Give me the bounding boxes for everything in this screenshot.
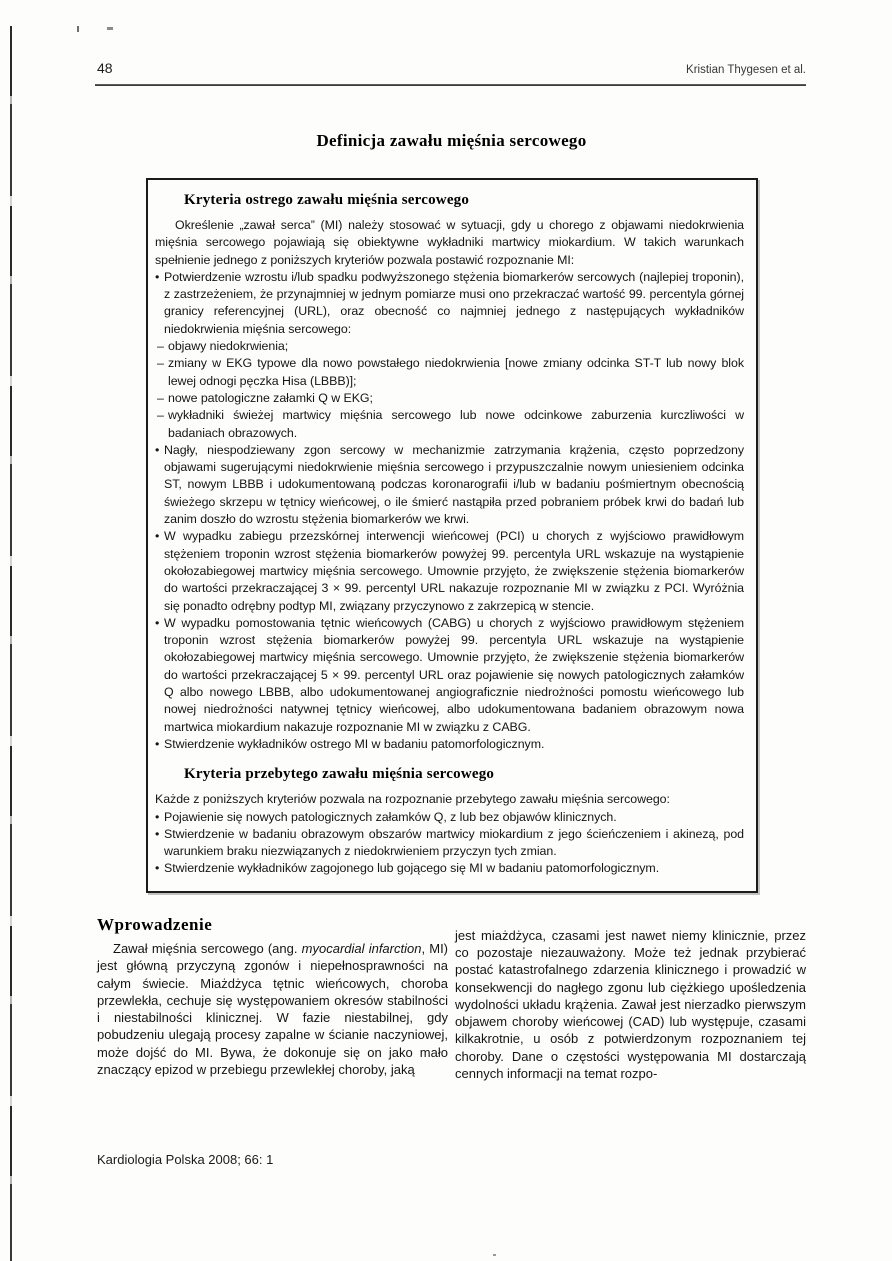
bullet-marker: •	[155, 269, 160, 284]
acute-criteria-intro: Określenie „zawał serca” (MI) należy stosować w sytuacji, gdy u chorego z objawami niedokrwienia mięśnia sercowego pojawiają się obiektywne wykładniki martwicy miokardium. W takich warunkach spełnienie jednego z poniższych kryteriów pozwala postawić rozpoznanie MI:	[155, 218, 744, 267]
prior-criteria-intro: Każde z poniższych kryteriów pozwala na rozpoznanie przebytego zawału mięśnia sercowego:	[155, 792, 670, 807]
bullet-text: Pojawienie się nowych patologicznych załamków Q, z lub bez objawów klinicznych.	[164, 809, 617, 824]
bullet-marker: •	[155, 615, 160, 630]
bullet-item	[155, 826, 744, 861]
page-content	[97, 0, 806, 1082]
subitem-text: nowe patologiczne załamki Q w EKG;	[168, 390, 373, 405]
page-title: Definicja zawału mięśnia sercowego	[316, 131, 587, 150]
criteria-box	[146, 178, 758, 893]
dash-marker: –	[157, 356, 164, 371]
bullet-item	[155, 528, 744, 614]
page-header	[97, 60, 806, 76]
bullet-text: Potwierdzenie wzrostu i/lub spadku podwyższonego stężenia biomarkerów sercowych (najlepiej troponin), z zastrzeżeniem, że przynajmniej w jednym pomiarze musi ono przekraczać wartość 99. percentyla górnej granicy referencyjnej (URL), oraz obecność co najmniej jednego z następujących wykładników niedokrwienia mięśnia sercowego:	[164, 269, 744, 336]
bullet-marker: •	[155, 861, 160, 876]
bullet-marker: •	[155, 442, 160, 457]
bullet-marker: •	[155, 736, 160, 751]
journal-footer: Kardiologia Polska 2008; 66: 1	[97, 1152, 274, 1167]
introduction-paragraph-right: jest miażdżyca, czasami jest nawet niemy klinicznie, przez co pozostaje niezauważony. Może też jednak przybierać postać katastrofalnego zdarzenia klinicznego i prowadzić w konsekwencji do nagłego zgonu lub ciężkiego upośledzenia wydolności układu krążenia. Zawał jest nierzadko pierwszym objawem choroby wieńcowej (CAD) lub występuje, czasami kilkakrotnie, u osób z potwierdzonym rozpoznaniem tej choroby. Dane o częstości występowania MI dostarczają cennych informacji na temat rozpo-	[455, 927, 806, 1082]
bullet-text: Stwierdzenie wykładników ostrego MI w badaniu patomorfologicznym.	[164, 736, 545, 751]
dash-subitem	[157, 390, 744, 407]
bullet-marker: •	[155, 529, 160, 544]
running-head: Kristian Thygesen et al.	[686, 64, 806, 76]
dash-marker: –	[157, 408, 164, 423]
bullet-text: Stwierdzenie w badaniu obrazowym obszarów martwicy miokardium z jego ścieńczeniem i akinezą, pod warunkiem braku niezwiązanych z niedokrwieniem przyczyn tych zmian.	[164, 826, 744, 859]
scan-speck	[493, 1254, 496, 1256]
bullet-item	[155, 809, 744, 826]
dash-subitem	[157, 355, 744, 390]
scan-speck	[77, 26, 79, 32]
bullet-item	[155, 860, 744, 877]
subitem-text: zmiany w EKG typowe dla nowo powstałego niedokrwienia [nowe zmiany odcinka ST-T lub nowy blok lewej odnogi pęczka Hisa (LBBB)];	[168, 356, 744, 388]
bullet-text: W wypadku pomostowania tętnic wieńcowych (CABG) u chorych z wyjściowo prawidłowym stężeniem troponin wzrost stężenia biomarkerów powyżej 99. percentyla URL wskazuje na wystąpienie okołozabiegowej martwicy mięśnia sercowego. Umownie przyjęto, że zwiększenie stężenia biomarkerów do wartości przekraczającej 5 × 99. percentyl URL oraz pojawienie się nowych patologicznych załamków Q albo nowego LBBB, albo udokumentowanej angiograficznie niedrożności pomostu wieńcowego lub nowej niedrożności natywnej tętnicy wieńcowej, albo udokumentowana badaniem obrazowym nowa martwica miokardium nakazuje rozpoznanie MI w związku z CABG.	[164, 615, 744, 734]
bullet-item	[155, 269, 744, 338]
scan-edge-line	[10, 26, 12, 1261]
subitem-text: wykładniki świeżej martwicy mięśnia sercowego lub nowe odcinkowe zaburzenia kurczliwości w badaniach obrazowych.	[168, 408, 744, 440]
bullet-item	[155, 736, 744, 753]
page-number: 48	[97, 60, 113, 76]
introduction-column-left	[97, 916, 448, 1083]
intro-left-italic-term: myocardial infarction	[301, 940, 422, 956]
dash-subitem	[157, 338, 744, 355]
bullet-marker: •	[155, 809, 160, 824]
bullet-item	[155, 442, 744, 528]
bullet-item	[155, 615, 744, 736]
acute-criteria-heading: Kryteria ostrego zawału mięśnia sercowego	[184, 192, 470, 208]
introduction-heading: Wprowadzenie	[97, 914, 213, 934]
prior-criteria-heading: Kryteria przebytego zawału mięśnia sercowego	[184, 766, 495, 783]
dash-marker: –	[157, 390, 164, 405]
introduction-section	[97, 916, 806, 1083]
bullet-text: Stwierdzenie wykładników zagojonego lub gojącego się MI w badaniu patomorfologicznym.	[164, 861, 660, 876]
intro-left-part1: Zawał mięśnia sercowego (ang.	[113, 940, 302, 956]
dash-subitem	[157, 407, 744, 442]
introduction-paragraph-left	[97, 940, 448, 1078]
subitem-text: objawy niedokrwienia;	[168, 339, 289, 354]
header-rule	[95, 84, 806, 86]
introduction-column-right	[455, 916, 806, 1083]
bullet-marker: •	[155, 826, 160, 841]
intro-left-part2: , MI) jest główną przyczyną zgonów i niepełnosprawności na całym świecie. Miażdżyca tętnic wieńcowych, choroba przewlekła, cechuje się występowaniem okresów stabilności i niestabilności klinicznej. W fazie niestabilnej, gdy pobudzeniu ulegają procesy zapalne w ścianie naczyniowej, może dojść do MI. Bywa, że dokonuje się on jako mało znaczący epizod w przebiegu przewlekłej choroby, jaką	[97, 940, 449, 1078]
dash-marker: –	[157, 339, 164, 354]
bullet-text: Nagły, niespodziewany zgon sercowy w mechanizmie zatrzymania krążenia, często poprzedzony objawami sugerującymi niedokrwienie mięśnia sercowego i przypuszczalnie nowym uniesieniem odcinka ST, nowym LBBB i udokumentowaną podczas koronarografii i/lub w badaniu pośmiertnym obecnością świeżego skrzepu w tętnicy wieńcowej, o ile śmierć nastąpiła przed pobraniem próbek krwi do badań lub zanim doszło do wzrostu stężenia biomarkerów we krwi.	[164, 442, 744, 527]
bullet-text: W wypadku zabiegu przezskórnej interwencji wieńcowej (PCI) u chorych z wyjściowo prawidłowym stężeniem troponin wzrost stężenia biomarkerów powyżej 99. percentyla URL wskazuje na wystąpienie okołozabiegowej martwicy mięśnia sercowego. Umownie przyjęto, że zwiększenie stężenia biomarkerów do wartości przekraczającej 3 × 99. percentyl URL nakazuje rozpoznanie MI w związku z PCI. Wyróżnia się ponadto odrębny podtyp MI, związany przyczynowo z zakrzepicą w stencie.	[164, 529, 744, 613]
